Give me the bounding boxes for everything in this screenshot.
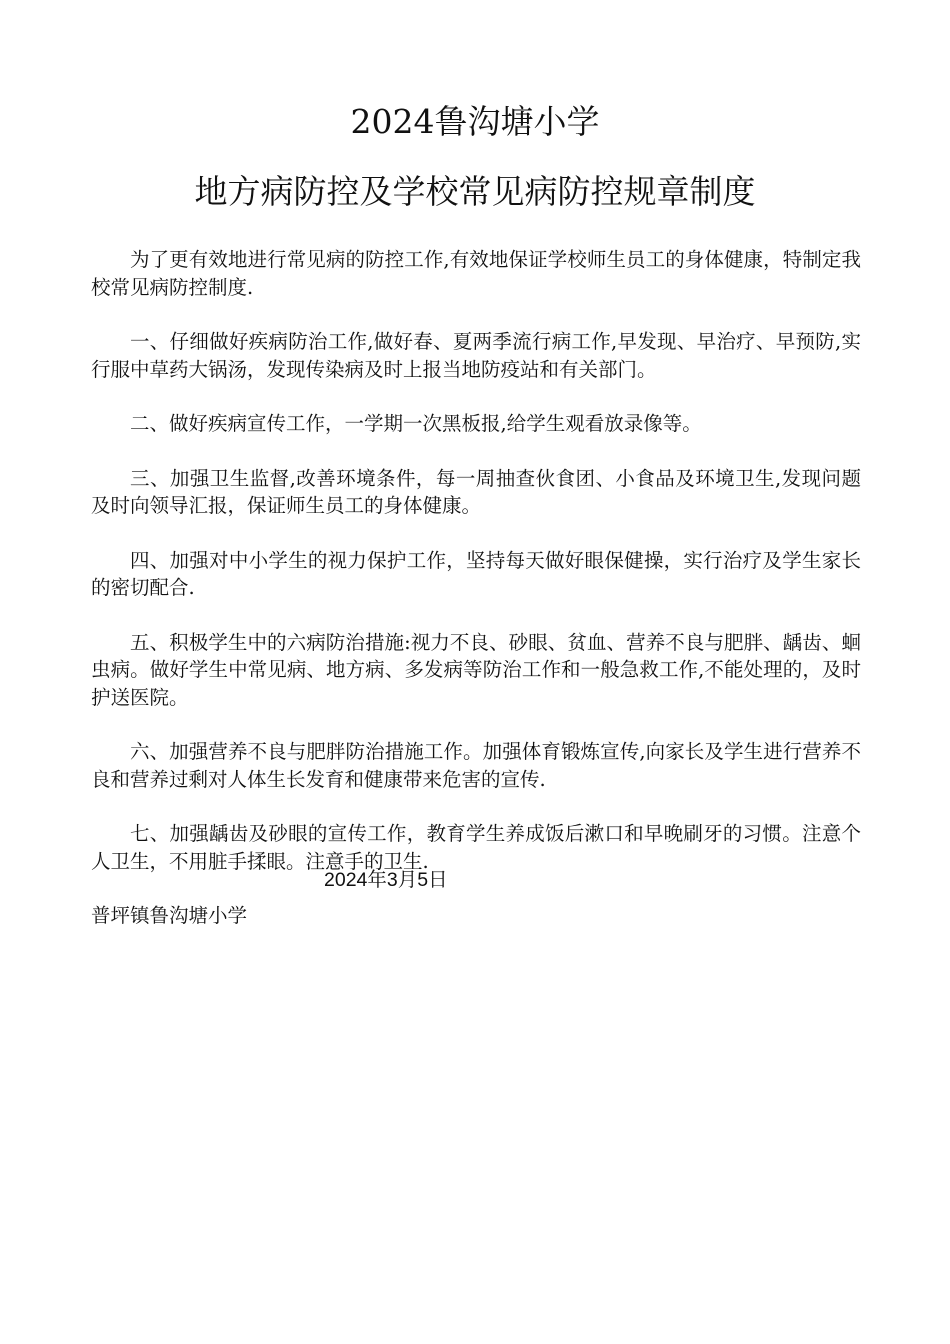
paragraph-item-4: 四、加强对中小学生的视力保护工作，坚持每天做好眼保健操，实行治疗及学生家长的密切配合. (91, 548, 861, 599)
document-title-year-school: 2024鲁沟塘小学 (350, 102, 600, 141)
paragraph-intro: 为了更有效地进行常见病的防控工作,有效地保证学校师生员工的身体健康，特制定我校常见病防控制度. (91, 248, 861, 299)
document-date: 2024年3月5日 (324, 869, 448, 891)
signature-school-name: 普坪镇鲁沟塘小学 (91, 904, 248, 927)
document-title-regulation: 地方病防控及学校常见病防控规章制度 (194, 172, 756, 211)
paragraph-item-2: 二、做好疾病宣传工作，一学期一次黑板报,给学生观看放录像等。 (130, 412, 702, 435)
paragraph-item-3: 三、加强卫生监督,改善环境条件，每一周抽查伙食团、小食品及环境卫生,发现问题及时向领导汇报，保证师生员工的身体健康。 (91, 466, 861, 517)
paragraph-item-6: 六、加强营养不良与肥胖防治措施工作。加强体育锻炼宣传,向家长及学生进行营养不良和营养过剩对人体生长发育和健康带来危害的宣传. (91, 740, 861, 791)
document-body (91, 246, 861, 930)
paragraph-item-5: 五、积极学生中的六病防治措施:视力不良、砂眼、贫血、营养不良与肥胖、龋齿、蛔虫病。做好学生中常见病、地方病、多发病等防治工作和一般急救工作,不能处理的，及时护送医院。 (91, 630, 861, 709)
paragraph-item-1: 一、仔细做好疾病防治工作,做好春、夏两季流行病工作,早发现、早治疗、早预防,实行服中草药大锅汤，发现传染病及时上报当地防疫站和有关部门。 (91, 330, 861, 381)
paragraph-item-7: 七、加强龋齿及砂眼的宣传工作，教育学生养成饭后漱口和早晚刷牙的习惯。注意个人卫生，不用脏手揉眼。注意手的卫生. (91, 822, 861, 873)
